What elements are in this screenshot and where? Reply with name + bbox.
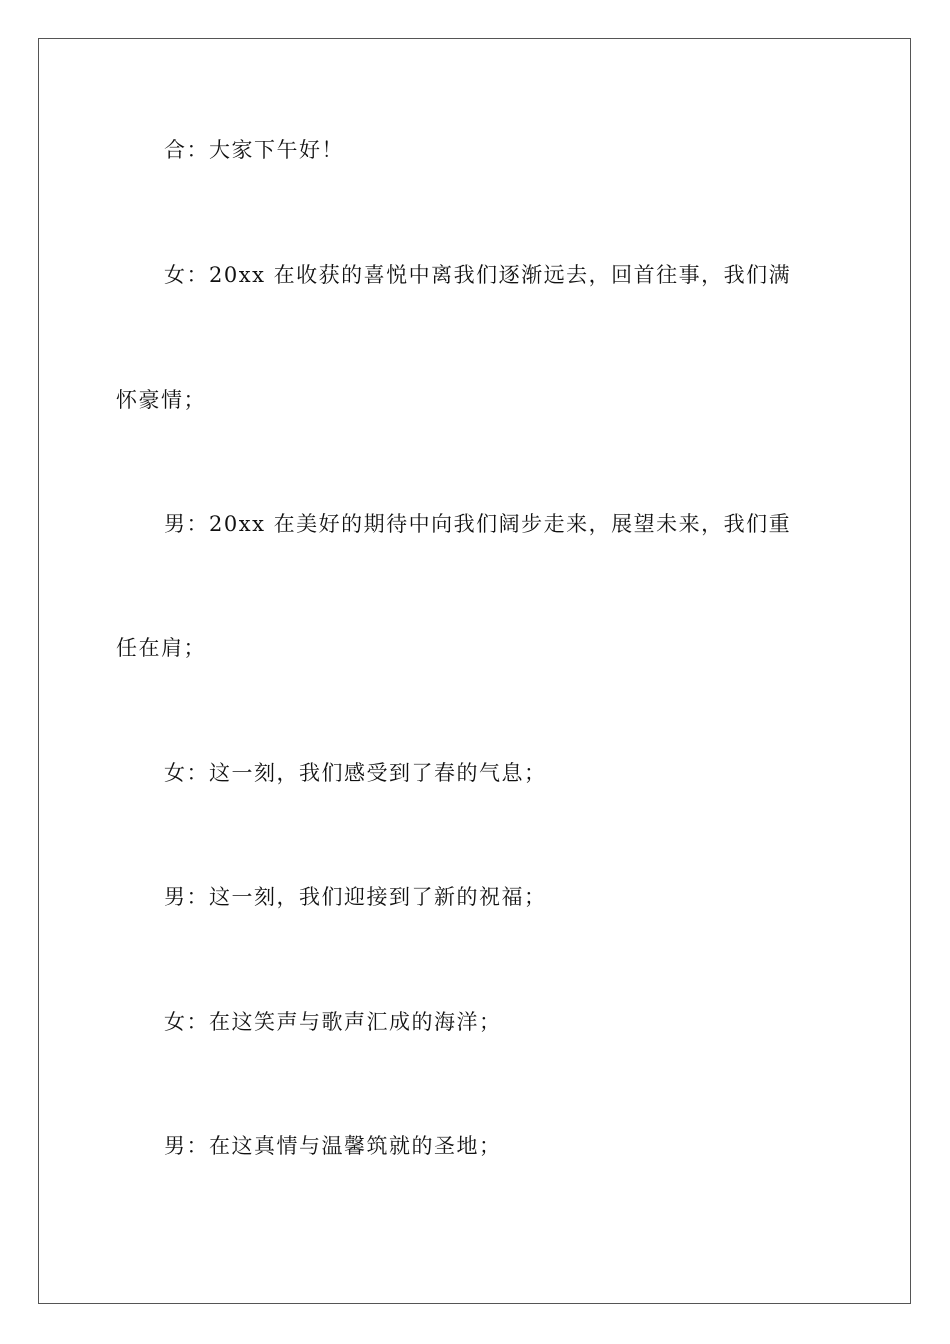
text-line-9: 男：在这真情与温馨筑就的圣地；	[164, 1134, 502, 1158]
page-border	[38, 38, 911, 1304]
text-line-1: 合：大家下午好！	[164, 138, 344, 162]
text-line-5: 任在肩；	[116, 636, 206, 660]
text-line-4: 男：20xx 在美好的期待中向我们阔步走来，展望未来，我们重	[164, 512, 792, 536]
text-line-8: 女：在这笑声与歌声汇成的海洋；	[164, 1010, 502, 1034]
text-line-2: 女：20xx 在收获的喜悦中离我们逐渐远去，回首往事，我们满	[164, 263, 792, 287]
text-line-7: 男：这一刻，我们迎接到了新的祝福；	[164, 885, 547, 909]
text-line-6: 女：这一刻，我们感受到了春的气息；	[164, 761, 547, 785]
text-line-3: 怀豪情；	[116, 388, 206, 412]
